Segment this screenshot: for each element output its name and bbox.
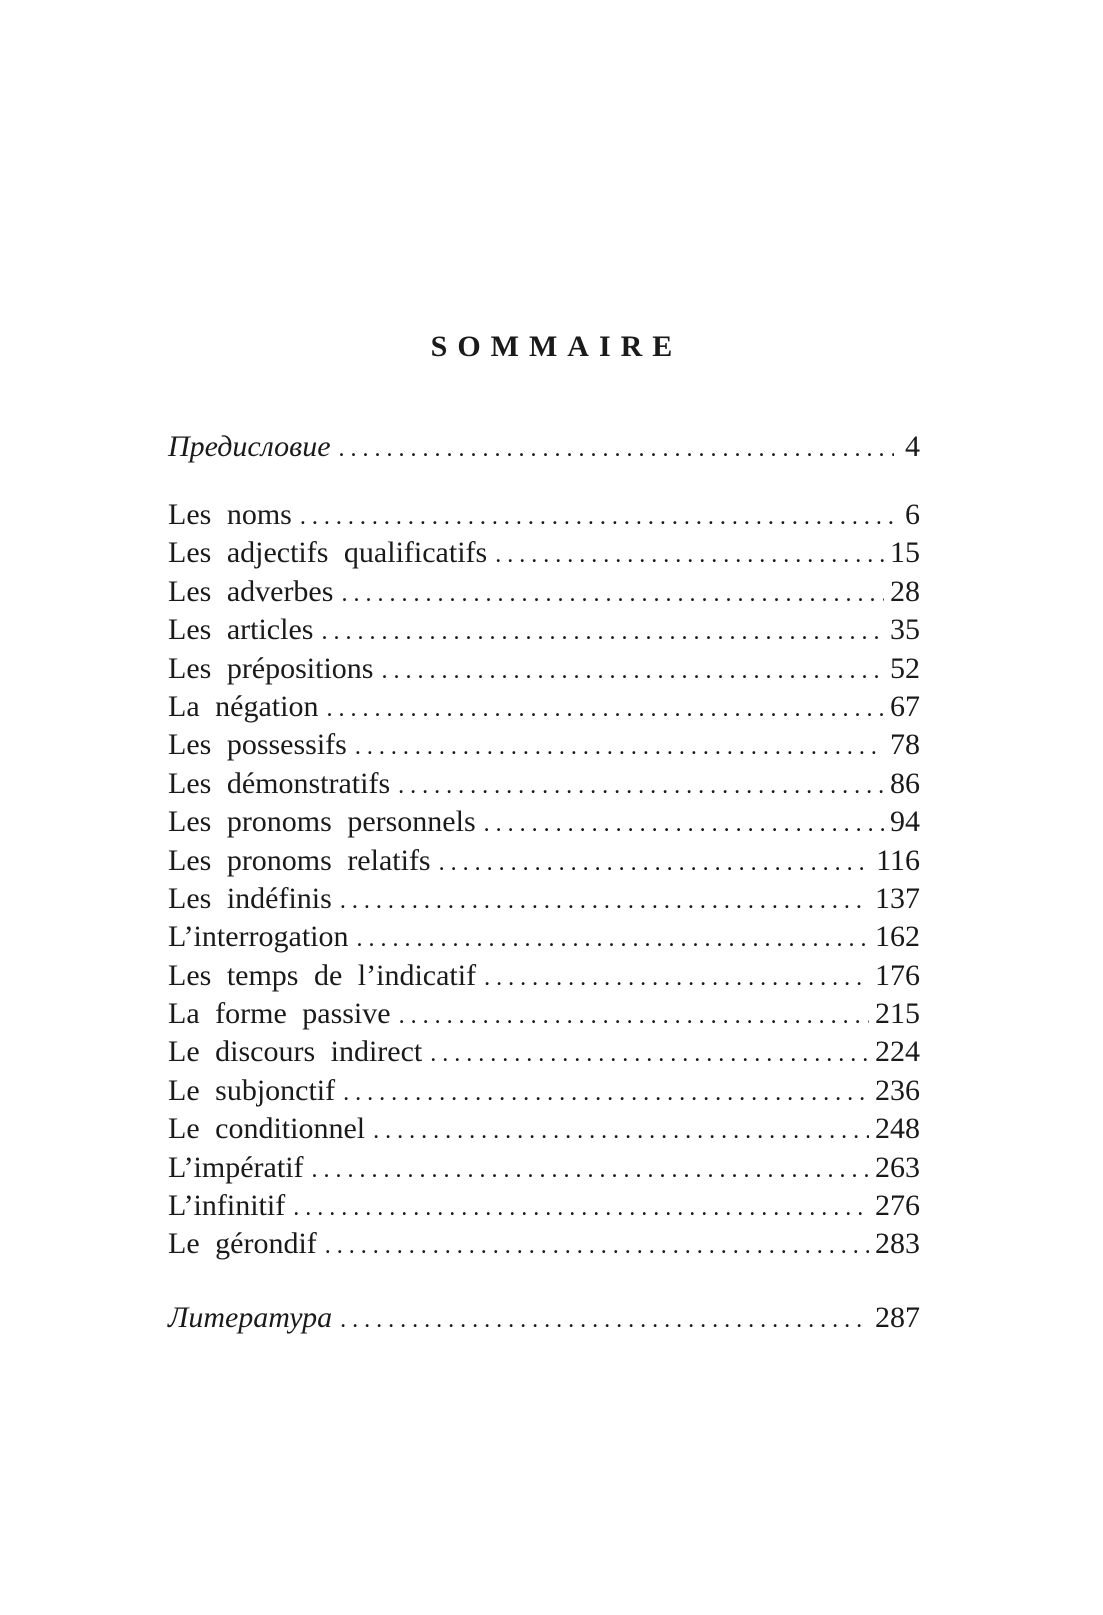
toc-entry-label: Le discours indirect (168, 1035, 423, 1069)
toc-entry-page: 15 (890, 536, 920, 570)
dot-leader (381, 652, 884, 690)
toc-entry-label: Le conditionnel (168, 1112, 366, 1146)
dot-leader (293, 1189, 869, 1227)
toc-entry-page: 176 (875, 958, 920, 992)
toc-entry[interactable] (168, 573, 920, 611)
toc-entry[interactable] (168, 880, 920, 918)
toc-entry-page: 162 (875, 920, 920, 954)
dot-leader (340, 882, 869, 920)
toc-entry-literature[interactable] (168, 1299, 920, 1337)
toc-entry-page: 137 (875, 881, 920, 915)
toc-entry-label: L’infinitif (168, 1189, 286, 1223)
dot-leader (355, 728, 884, 766)
toc-entry[interactable] (168, 1187, 920, 1225)
toc-preface-section (168, 428, 920, 466)
toc-entry-label: Les adjectifs qualificatifs (168, 536, 488, 570)
toc-entry-page: 86 (890, 766, 920, 800)
dot-leader (321, 613, 884, 651)
dot-leader (341, 575, 884, 613)
page-title: SOMMAIRE (430, 330, 683, 363)
toc-entry-page: 116 (876, 843, 920, 877)
dot-leader (326, 690, 884, 728)
dot-leader (398, 767, 884, 805)
toc-entry-page: 224 (875, 1035, 920, 1069)
toc-entry-label: Les démonstratifs (168, 766, 391, 800)
dot-leader (343, 1074, 869, 1112)
toc-entry-page: 236 (875, 1073, 920, 1107)
toc-entry[interactable] (168, 1033, 920, 1071)
toc-entry-label: Les prépositions (168, 651, 374, 685)
toc-entry-page: 78 (890, 728, 920, 762)
toc-entry-page: 287 (875, 1301, 920, 1334)
dot-leader (484, 959, 869, 997)
toc-entry[interactable] (168, 1072, 920, 1110)
dot-leader (430, 1035, 869, 1073)
toc-entry[interactable] (168, 765, 920, 803)
toc-main-section (168, 496, 920, 1264)
dot-leader (495, 536, 884, 574)
toc-entry-label: Les pronoms personnels (168, 805, 476, 839)
toc-entry[interactable] (168, 611, 920, 649)
toc-entry-page: 52 (890, 651, 920, 685)
toc-entry-label: L’interrogation (168, 920, 349, 954)
dot-leader (339, 430, 894, 468)
toc-entry-page: 276 (875, 1189, 920, 1223)
toc-entry-page: 283 (875, 1227, 920, 1261)
toc-entry-label: Le gérondif (168, 1227, 317, 1261)
toc-entry-page: 4 (905, 430, 920, 463)
toc-entry-page: 215 (875, 997, 920, 1031)
dot-leader (373, 1112, 869, 1150)
toc-entry-label: Предисловие (168, 430, 331, 463)
toc-entry-label: Les temps de l’indicatif (168, 958, 477, 992)
toc-entry-label: Les noms (168, 498, 292, 531)
toc-entry-page: 35 (890, 613, 920, 647)
toc-entry[interactable] (168, 995, 920, 1033)
dot-leader (399, 997, 869, 1035)
toc-entry[interactable] (168, 534, 920, 572)
dot-leader (325, 1227, 869, 1265)
toc-entry-label: Les possessifs (168, 728, 347, 762)
toc-entry-label: Les adverbes (168, 574, 334, 608)
toc-entry-label: La négation (168, 689, 319, 723)
toc-entry[interactable] (168, 688, 920, 726)
toc-entry[interactable] (168, 918, 920, 956)
toc-entry[interactable] (168, 1149, 920, 1187)
toc-entry-label: Le subjonctif (168, 1073, 336, 1107)
toc-entry[interactable] (168, 1110, 920, 1148)
toc-entry-page: 263 (875, 1150, 920, 1184)
dot-leader (484, 805, 884, 843)
toc-entry-page: 94 (890, 805, 920, 839)
toc-entry-page: 6 (905, 498, 920, 531)
toc-entry[interactable] (168, 650, 920, 688)
toc-entry[interactable] (168, 726, 920, 764)
toc-entry[interactable] (168, 1225, 920, 1263)
toc-entry-page: 28 (890, 574, 920, 608)
toc-entry[interactable] (168, 957, 920, 995)
dot-leader (300, 498, 894, 536)
toc-entry[interactable] (168, 842, 920, 880)
dot-leader (340, 1301, 869, 1339)
dot-leader (439, 844, 871, 882)
toc-entry-page: 248 (875, 1112, 920, 1146)
dot-leader (357, 920, 869, 958)
dot-leader (312, 1151, 869, 1189)
toc-literature-section (168, 1299, 920, 1337)
toc-entry-page: 67 (890, 689, 920, 723)
toc-entry-label: Les articles (168, 613, 314, 647)
toc-entry[interactable] (168, 496, 920, 534)
toc-entry-label: La forme passive (168, 997, 391, 1031)
toc-entry[interactable] (168, 803, 920, 841)
toc-entry-label: Les indéfinis (168, 881, 332, 915)
toc-entry-preface[interactable] (168, 428, 920, 466)
toc-entry-label: Les pronoms relatifs (168, 843, 431, 877)
toc-entry-label: Литература (168, 1301, 333, 1334)
toc-entry-label: L’impératif (168, 1150, 304, 1184)
